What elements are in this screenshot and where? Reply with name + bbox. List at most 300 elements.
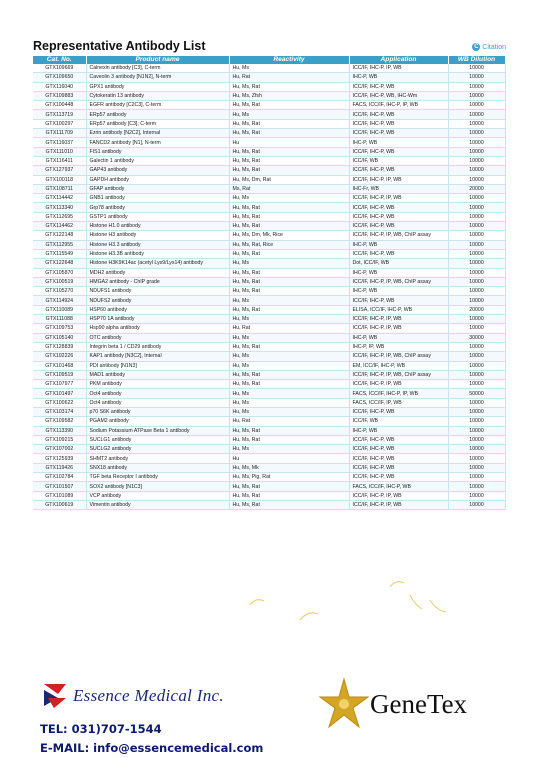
cell-application: ICC/IF, WB <box>349 417 448 426</box>
cell-wb-dilution: 10000 <box>448 166 505 175</box>
cell-cat-no: GTX127937 <box>33 166 86 175</box>
cell-application: ICC/IF, IHC-P, WB <box>349 166 448 175</box>
cell-reactivity: Hu, Ms, Rat <box>229 380 349 389</box>
cell-product-name: Grp78 antibody <box>86 203 229 212</box>
cell-wb-dilution: 10000 <box>448 417 505 426</box>
cell-application: IHC-P, WB <box>349 287 448 296</box>
cell-reactivity: Ms, Rat <box>229 184 349 193</box>
cell-product-name: Oct4 antibody <box>86 389 229 398</box>
cell-wb-dilution: 10000 <box>448 240 505 249</box>
cell-cat-no: GTX107977 <box>33 380 86 389</box>
cell-application: ICC/IF, IHC-P, WB <box>349 82 448 91</box>
cell-cat-no: GTX107002 <box>33 445 86 454</box>
cell-reactivity: Hu, Ms, Rat <box>229 166 349 175</box>
cell-cat-no: GTX114924 <box>33 296 86 305</box>
table-row <box>33 73 505 82</box>
cell-application: ICC/IF, IHC-P, IP, WB <box>349 175 448 184</box>
cell-cat-no: GTX100297 <box>33 119 86 128</box>
cell-wb-dilution: 10000 <box>448 194 505 203</box>
cell-wb-dilution: 10000 <box>448 203 505 212</box>
cell-wb-dilution: 10000 <box>448 101 505 110</box>
table-row <box>33 342 505 351</box>
cell-product-name: GPX1 antibody <box>86 82 229 91</box>
cell-application: IHC-P, WB <box>349 333 448 342</box>
cell-reactivity: Hu, Ms, Pig, Rat <box>229 473 349 482</box>
cell-application: ICC/IF, IHC-P, WB <box>349 454 448 463</box>
table-row <box>33 315 505 324</box>
cell-cat-no: GTX100519 <box>33 277 86 286</box>
cell-application: ICC/IF, IHC-P, WB <box>349 407 448 416</box>
table-row <box>33 333 505 342</box>
cell-reactivity: Hu <box>229 454 349 463</box>
cell-cat-no: GTX103174 <box>33 407 86 416</box>
cell-cat-no: GTX101468 <box>33 361 86 370</box>
cell-wb-dilution: 10000 <box>448 212 505 221</box>
cell-product-name: OTC antibody <box>86 333 229 342</box>
table-row <box>33 417 505 426</box>
cell-reactivity: Hu, Ms, Rat <box>229 119 349 128</box>
cell-application: ICC/IF, IHC-P, WB <box>349 203 448 212</box>
cell-wb-dilution: 10000 <box>448 147 505 156</box>
cell-cat-no: GTX105140 <box>33 333 86 342</box>
essence-logo-icon <box>40 680 70 710</box>
cell-reactivity: Hu, Ms, Rat <box>229 222 349 231</box>
cell-application: ICC/IF, IHC-P, WB <box>349 119 448 128</box>
cell-cat-no: GTX102784 <box>33 473 86 482</box>
cell-reactivity: Hu, Ms, Rat <box>229 249 349 258</box>
cell-wb-dilution: 10000 <box>448 287 505 296</box>
table-row <box>33 249 505 258</box>
cell-cat-no: GTX128839 <box>33 342 86 351</box>
cell-reactivity: Hu, Ms, Rat <box>229 268 349 277</box>
cell-product-name: HMGA2 antibody - ChIP grade <box>86 277 229 286</box>
cell-wb-dilution: 10000 <box>448 426 505 435</box>
cell-application: IHC-P, WB <box>349 268 448 277</box>
table-row <box>33 407 505 416</box>
cell-reactivity: Hu, Ms, Rat <box>229 129 349 138</box>
cell-cat-no: GTX113340 <box>33 203 86 212</box>
cell-cat-no: GTX100619 <box>33 500 86 509</box>
cell-reactivity: Hu, Ms <box>229 259 349 268</box>
table-row <box>33 82 505 91</box>
cell-cat-no: GTX114462 <box>33 222 86 231</box>
cell-product-name: KAP1 antibody [N3C2], Internal <box>86 352 229 361</box>
cell-cat-no: GTX101497 <box>33 389 86 398</box>
cell-reactivity: Hu, Ms, Rat <box>229 491 349 500</box>
cell-application: ICC/IF, IHC-P, IP, WB <box>349 64 448 73</box>
essence-tel: TEL: 031)707-1544 <box>40 722 162 736</box>
cell-wb-dilution: 10000 <box>448 361 505 370</box>
cell-reactivity: Hu, Ms, Rat <box>229 277 349 286</box>
cell-application: ICC/IF, IHC-P, IP, WB, ChIP assay <box>349 352 448 361</box>
cell-application: ICC/IF, IHC-P, WB <box>349 129 448 138</box>
cell-product-name: NDUFS1 antibody <box>86 287 229 296</box>
essence-email: E-MAIL: info@essencemedical.com <box>40 741 264 755</box>
table-row <box>33 184 505 193</box>
genetex-logo-block <box>318 677 508 733</box>
table-row <box>33 361 505 370</box>
citation-badge <box>472 43 506 51</box>
cell-reactivity: Hu, Ms, Rat <box>229 370 349 379</box>
cell-product-name: GSTP1 antibody <box>86 212 229 221</box>
cell-wb-dilution: 10000 <box>448 129 505 138</box>
page-title: Representative Antibody List <box>33 39 206 53</box>
cell-cat-no: GTX100622 <box>33 398 86 407</box>
cell-product-name: Galectin 1 antibody <box>86 156 229 165</box>
table-header-row <box>33 56 505 64</box>
cell-reactivity: Hu, Rat <box>229 73 349 82</box>
cell-product-name: Ezrin antibody [N2C2], Internal <box>86 129 229 138</box>
cell-wb-dilution: 10000 <box>448 110 505 119</box>
cell-product-name: Histone H3K9K14ac (acetyl Lys9/Lys14) antibody <box>86 259 229 268</box>
cell-wb-dilution: 50000 <box>448 389 505 398</box>
cell-application: ICC/IF, IHC-P, WB <box>349 463 448 472</box>
cell-product-name: MDH2 antibody <box>86 268 229 277</box>
cell-application: ICC/IF, WB <box>349 156 448 165</box>
cell-product-name: Histone H3.3B antibody <box>86 249 229 258</box>
cell-product-name: p70 S6K antibody <box>86 407 229 416</box>
cell-reactivity: Hu, Ms, Rat <box>229 500 349 509</box>
cell-reactivity: Hu, Ms <box>229 389 349 398</box>
table-row <box>33 129 505 138</box>
cell-wb-dilution: 10000 <box>448 445 505 454</box>
table-row <box>33 175 505 184</box>
table-row <box>33 268 505 277</box>
cell-product-name: PKM antibody <box>86 380 229 389</box>
cell-cat-no: GTX115549 <box>33 249 86 258</box>
cell-application: ELISA, ICC/IF, IHC-P, WB <box>349 305 448 314</box>
cell-wb-dilution: 10000 <box>448 398 505 407</box>
cell-product-name: HSP60 antibody <box>86 305 229 314</box>
cell-reactivity: Hu, Ms, Rat <box>229 342 349 351</box>
cell-reactivity: Hu, Ms <box>229 407 349 416</box>
cell-reactivity: Hu, Ms <box>229 398 349 407</box>
cell-wb-dilution: 10000 <box>448 222 505 231</box>
table-row <box>33 203 505 212</box>
cell-application: IHC-P, WB <box>349 240 448 249</box>
table-row <box>33 231 505 240</box>
cell-product-name: Integrin beta 1 / CD29 antibody <box>86 342 229 351</box>
cell-reactivity: Hu, Ms <box>229 296 349 305</box>
cell-wb-dilution: 10000 <box>448 119 505 128</box>
cell-wb-dilution: 30000 <box>448 333 505 342</box>
table-row <box>33 398 505 407</box>
cell-reactivity: Hu, Ms <box>229 333 349 342</box>
cell-product-name: GAPDH antibody <box>86 175 229 184</box>
cell-reactivity: Hu, Ms, Rat <box>229 212 349 221</box>
cell-wb-dilution: 10000 <box>448 73 505 82</box>
cell-cat-no: GTX109883 <box>33 91 86 100</box>
cell-reactivity: Hu, Ms <box>229 352 349 361</box>
cell-cat-no: GTX100448 <box>33 101 86 110</box>
table-row <box>33 147 505 156</box>
cell-cat-no: GTX122148 <box>33 231 86 240</box>
cell-application: Dot, ICC/IF, WB <box>349 259 448 268</box>
cell-application: ICC/IF, IHC-P, WB <box>349 147 448 156</box>
cell-cat-no: GTX122648 <box>33 259 86 268</box>
cell-product-name: Vimentin antibody <box>86 500 229 509</box>
table-row <box>33 287 505 296</box>
cell-wb-dilution: 10000 <box>448 138 505 147</box>
cell-wb-dilution: 10000 <box>448 454 505 463</box>
cell-application: ICC/IF, IHC-P, WB <box>349 110 448 119</box>
cell-product-name: SOX2 antibody [N1C3] <box>86 482 229 491</box>
cell-wb-dilution: 10000 <box>448 175 505 184</box>
cell-product-name: MAD1 antibody <box>86 370 229 379</box>
table-row <box>33 473 505 482</box>
cell-cat-no: GTX111010 <box>33 147 86 156</box>
cell-application: FACS, ICC/IF, IHC-P, IP, WB <box>349 101 448 110</box>
cell-wb-dilution: 10000 <box>448 352 505 361</box>
cell-product-name: Sodium Potassium ATPase Beta 1 antibody <box>86 426 229 435</box>
cell-cat-no: GTX109669 <box>33 64 86 73</box>
header-application: Application <box>349 56 448 64</box>
cell-wb-dilution: 10000 <box>448 324 505 333</box>
header-cat-no: Cat. No. <box>33 56 86 64</box>
cell-application: ICC/IF, IHC-P, IP, WB, ChIP assay <box>349 370 448 379</box>
cell-application: FACS, ICC/IF, IHC-P, IP, WB <box>349 389 448 398</box>
cell-product-name: Hsp90 alpha antibody <box>86 324 229 333</box>
cell-wb-dilution: 10000 <box>448 315 505 324</box>
citation-icon: C <box>474 44 479 50</box>
cell-product-name: Histone H3.3 antibody <box>86 240 229 249</box>
citation-label: Citation <box>482 43 506 51</box>
cell-cat-no: GTX102226 <box>33 352 86 361</box>
cell-reactivity: Hu, Rat <box>229 324 349 333</box>
cell-product-name: SUCLG2 antibody <box>86 445 229 454</box>
table-row <box>33 277 505 286</box>
cell-product-name: Oct4 antibody <box>86 398 229 407</box>
cell-reactivity: Hu, Ms <box>229 64 349 73</box>
cell-application: ICC/IF, IHC-P, WB <box>349 296 448 305</box>
cell-wb-dilution: 10000 <box>448 231 505 240</box>
cell-cat-no: GTX112695 <box>33 212 86 221</box>
cell-wb-dilution: 20000 <box>448 184 505 193</box>
table-row <box>33 500 505 509</box>
cell-product-name: FANCD2 antibody [N1], N-term <box>86 138 229 147</box>
table-row <box>33 64 505 73</box>
cell-product-name: ERp57 antibody [C3], C-term <box>86 119 229 128</box>
cell-application: IHC-Fr, WB <box>349 184 448 193</box>
cell-reactivity: Hu, Ms, Rat <box>229 482 349 491</box>
cell-reactivity: Hu, Rat <box>229 417 349 426</box>
cell-wb-dilution: 20000 <box>448 305 505 314</box>
cell-application: ICC/IF, IHC-P, WB <box>349 473 448 482</box>
cell-application: ICC/IF, IHC-P, WB <box>349 212 448 221</box>
table-row <box>33 305 505 314</box>
cell-wb-dilution: 10000 <box>448 500 505 509</box>
cell-reactivity: Hu, Ms, Rat <box>229 101 349 110</box>
cell-application: ICC/IF, IHC-P, WB <box>349 222 448 231</box>
cell-cat-no: GTX100118 <box>33 175 86 184</box>
table-row <box>33 110 505 119</box>
genetex-name: GeneTex <box>370 689 468 719</box>
genetex-star-icon <box>318 677 370 729</box>
cell-application: ICC/IF, IHC-P, IP, WB <box>349 194 448 203</box>
cell-product-name: NDUFS2 antibody <box>86 296 229 305</box>
antibody-table <box>33 56 506 510</box>
cell-reactivity: Hu, Ms, Rat <box>229 426 349 435</box>
table-row <box>33 296 505 305</box>
cell-application: EM, ICC/IF, IHC-P, WB <box>349 361 448 370</box>
cell-cat-no: GTX125939 <box>33 454 86 463</box>
table-row <box>33 240 505 249</box>
cell-product-name: ERp57 antibody <box>86 110 229 119</box>
cell-wb-dilution: 10000 <box>448 156 505 165</box>
cell-product-name: SUCLG1 antibody <box>86 435 229 444</box>
cell-cat-no: GTX119426 <box>33 463 86 472</box>
cell-product-name: Histone H1.0 antibody <box>86 222 229 231</box>
decorative-sparkles <box>240 575 470 635</box>
cell-reactivity: Hu, Ms, Rat <box>229 203 349 212</box>
cell-product-name: EGFR antibody [C2C3], C-term <box>86 101 229 110</box>
cell-wb-dilution: 10000 <box>448 370 505 379</box>
cell-reactivity: Hu, Ms, Zfsh <box>229 91 349 100</box>
cell-cat-no: GTX111709 <box>33 129 86 138</box>
cell-reactivity: Hu, Ms, Dm, Rat <box>229 175 349 184</box>
table-row <box>33 426 505 435</box>
cell-reactivity: Hu <box>229 138 349 147</box>
cell-application: IHC-P, WB <box>349 138 448 147</box>
cell-cat-no: GTX101507 <box>33 482 86 491</box>
cell-application: IHC-P, WB <box>349 73 448 82</box>
cell-wb-dilution: 10000 <box>448 296 505 305</box>
cell-cat-no: GTX110089 <box>33 305 86 314</box>
cell-product-name: TGF beta Receptor I antibody <box>86 473 229 482</box>
cell-reactivity: Hu, Ms, Dm, Mk, Rice <box>229 231 349 240</box>
table-row <box>33 212 505 221</box>
cell-wb-dilution: 10000 <box>448 435 505 444</box>
table-row <box>33 370 505 379</box>
cell-product-name: Caveolin 3 antibody [N1N2], N-term <box>86 73 229 82</box>
cell-product-name: SHMT2 antibody <box>86 454 229 463</box>
cell-application: ICC/IF, IHC-P, WB <box>349 249 448 258</box>
cell-application: FACS, ICC/IF, IP, WB <box>349 398 448 407</box>
table-row <box>33 482 505 491</box>
cell-product-name: HSP70 1A antibody <box>86 315 229 324</box>
cell-cat-no: GTX112955 <box>33 240 86 249</box>
table-row <box>33 138 505 147</box>
cell-reactivity: Hu, Ms <box>229 194 349 203</box>
cell-product-name: FIS1 antibody <box>86 147 229 156</box>
cell-product-name: PDI antibody [N1N3] <box>86 361 229 370</box>
table-row <box>33 463 505 472</box>
cell-product-name: Histone H3 antibody <box>86 231 229 240</box>
table-row <box>33 156 505 165</box>
cell-application: ICC/IF, IHC-P, IP, WB, ChIP assay <box>349 277 448 286</box>
table-row <box>33 389 505 398</box>
cell-cat-no: GTX116040 <box>33 82 86 91</box>
cell-reactivity: Hu, Ms, Rat <box>229 147 349 156</box>
cell-reactivity: Hu, Ms, Mk <box>229 463 349 472</box>
cell-application: ICC/IF, IHC-P, IP, WB <box>349 380 448 389</box>
table-row <box>33 324 505 333</box>
cell-product-name: Calnexin antibody [C3], C-term <box>86 64 229 73</box>
table-row <box>33 222 505 231</box>
cell-product-name: SNX18 antibody <box>86 463 229 472</box>
cell-reactivity: Hu, Ms, Rat <box>229 156 349 165</box>
cell-cat-no: GTX113390 <box>33 426 86 435</box>
cell-product-name: GAP43 antibody <box>86 166 229 175</box>
table-row <box>33 166 505 175</box>
cell-wb-dilution: 10000 <box>448 259 505 268</box>
header-reactivity: Reactivity <box>229 56 349 64</box>
cell-wb-dilution: 10000 <box>448 491 505 500</box>
cell-reactivity: Hu, Ms, Rat <box>229 305 349 314</box>
cell-cat-no: GTX105870 <box>33 268 86 277</box>
cell-cat-no: GTX116411 <box>33 156 86 165</box>
cell-application: ICC/IF, IHC-P, IP, WB, ChIP assay <box>349 231 448 240</box>
cell-application: FACS, ICC/IF, IHC-P, WB <box>349 482 448 491</box>
cell-application: ICC/IF, IHC-P, IP, WB <box>349 500 448 509</box>
cell-wb-dilution: 10000 <box>448 482 505 491</box>
table-row <box>33 454 505 463</box>
table-row <box>33 101 505 110</box>
table-row <box>33 491 505 500</box>
cell-cat-no: GTX109650 <box>33 73 86 82</box>
cell-wb-dilution: 10000 <box>448 64 505 73</box>
cell-reactivity: Hu, Ms <box>229 445 349 454</box>
cell-reactivity: Hu, Ms <box>229 110 349 119</box>
cell-reactivity: Hu, Ms, Rat <box>229 82 349 91</box>
cell-application: ICC/IF, IHC-P, WB, IHC-Wm <box>349 91 448 100</box>
table-row <box>33 119 505 128</box>
cell-wb-dilution: 10000 <box>448 407 505 416</box>
cell-reactivity: Hu, Ms, Rat <box>229 435 349 444</box>
cell-wb-dilution: 10000 <box>448 82 505 91</box>
table-row <box>33 435 505 444</box>
cell-cat-no: GTX116037 <box>33 138 86 147</box>
table-row <box>33 352 505 361</box>
cell-reactivity: Hu, Ms, Rat, Rice <box>229 240 349 249</box>
header-product-name: Product name <box>86 56 229 64</box>
cell-application: IHC-P, WB <box>349 426 448 435</box>
cell-application: ICC/IF, IHC-P, WB <box>349 435 448 444</box>
cell-application: ICC/IF, IHC-P, IP, WB <box>349 491 448 500</box>
cell-wb-dilution: 10000 <box>448 91 505 100</box>
cell-cat-no: GTX105270 <box>33 287 86 296</box>
table-row <box>33 91 505 100</box>
table-row <box>33 194 505 203</box>
cell-product-name: VCP antibody <box>86 491 229 500</box>
cell-wb-dilution: 10000 <box>448 380 505 389</box>
cell-cat-no: GTX101089 <box>33 491 86 500</box>
cell-application: ICC/IF, IHC-P, WB <box>349 445 448 454</box>
table-row <box>33 380 505 389</box>
cell-cat-no: GTX113719 <box>33 110 86 119</box>
cell-cat-no: GTX109215 <box>33 435 86 444</box>
cell-cat-no: GTX111088 <box>33 315 86 324</box>
cell-cat-no: GTX109582 <box>33 417 86 426</box>
cell-cat-no: GTX109753 <box>33 324 86 333</box>
table-row <box>33 259 505 268</box>
cell-cat-no: GTX114442 <box>33 194 86 203</box>
cell-product-name: GFAP antibody <box>86 184 229 193</box>
cell-cat-no: GTX109519 <box>33 370 86 379</box>
table-row <box>33 445 505 454</box>
cell-wb-dilution: 10000 <box>448 463 505 472</box>
cell-product-name: PGAM2 antibody <box>86 417 229 426</box>
cell-application: ICC/IF, IHC-P, IP, WB <box>349 315 448 324</box>
cell-product-name: Cytokeratin 13 antibody <box>86 91 229 100</box>
cell-product-name: GNB1 antibody <box>86 194 229 203</box>
cell-cat-no: GTX108711 <box>33 184 86 193</box>
cell-wb-dilution: 10000 <box>448 473 505 482</box>
header-wb-dilution: WB Dilution <box>448 56 505 64</box>
cell-reactivity: Hu, Ms <box>229 361 349 370</box>
cell-reactivity: Hu, Ms <box>229 315 349 324</box>
cell-wb-dilution: 10000 <box>448 277 505 286</box>
